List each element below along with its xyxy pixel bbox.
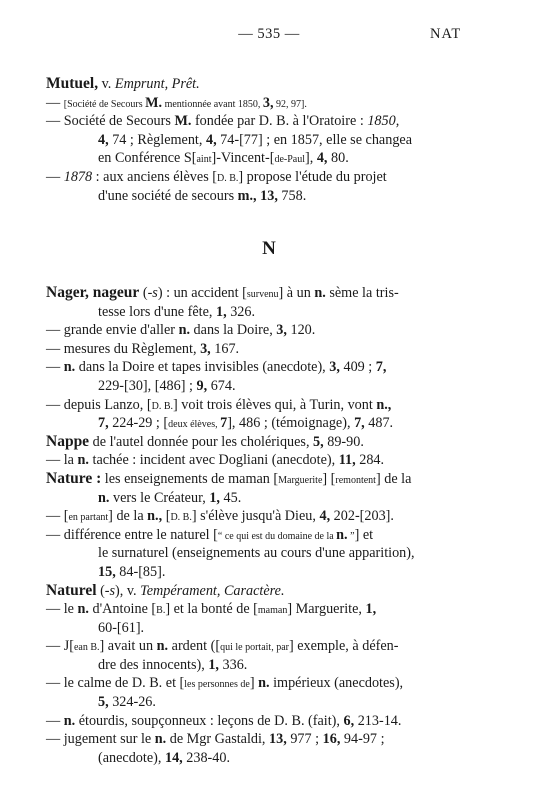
index-line xyxy=(46,377,486,396)
text-run: fondée par D. B. à l'Oratoire : xyxy=(191,113,368,130)
text-run: 1, xyxy=(216,303,227,320)
text-run: — le calme de D. B. et [ xyxy=(46,675,185,692)
text-run: v. xyxy=(98,76,115,92)
text-run: -s xyxy=(104,582,116,599)
text-run: Tempérament, Caractère. xyxy=(140,582,285,599)
text-run: M. xyxy=(174,113,192,130)
text-run: ] à un xyxy=(278,285,315,301)
index-line xyxy=(46,544,486,563)
index-line xyxy=(46,507,486,526)
text-run: ( xyxy=(139,285,148,301)
text-run: n., xyxy=(147,508,163,525)
text-run: 3, xyxy=(262,94,274,111)
index-line xyxy=(46,656,486,675)
index-line xyxy=(46,712,486,731)
index-line xyxy=(46,730,486,749)
section-letter: N xyxy=(262,238,276,259)
index-line xyxy=(46,75,486,94)
text-run: n. xyxy=(178,322,190,339)
text-run: 92, xyxy=(273,98,292,110)
text-run: ], 486 ; (témoignage), xyxy=(227,415,355,432)
text-run: 45. xyxy=(219,489,242,506)
text-run: 4, xyxy=(205,131,217,148)
text-run: 14, xyxy=(164,749,183,766)
page-number: — 535 — xyxy=(238,26,300,42)
text-run: ] Marguerite, xyxy=(287,601,366,618)
text-run: : aux anciens élèves [ xyxy=(92,168,217,185)
text-run: 326. xyxy=(226,303,256,320)
text-run: 80. xyxy=(327,150,349,167)
text-run: les enseignements de maman [ xyxy=(101,470,279,487)
index-line xyxy=(46,321,486,340)
text-run: d'une société de secours xyxy=(98,187,238,204)
index-line xyxy=(46,358,486,377)
text-run: 1, xyxy=(365,601,377,618)
text-run: qui le portait, par xyxy=(220,642,289,654)
index-line xyxy=(46,112,486,131)
index-line xyxy=(46,526,486,545)
index-line xyxy=(46,168,486,187)
text-run: de l'autel donnée pour les cholériques, xyxy=(89,433,314,450)
running-head: NAT xyxy=(430,26,462,42)
text-run: Nager, nageur xyxy=(46,284,140,301)
index-line xyxy=(46,433,486,452)
text-run: tesse lors d'une fête, xyxy=(98,303,216,320)
text-run: sème la tris- xyxy=(325,285,399,301)
text-run: 202-[203]. xyxy=(330,508,394,525)
text-run: 74-[77] ; en 1857, elle se changea xyxy=(216,131,413,148)
text-run: 7 xyxy=(220,415,228,432)
index-line xyxy=(46,187,486,206)
text-run: 15, xyxy=(98,563,116,580)
text-run: impérieux (anecdotes), xyxy=(269,675,404,692)
text-run: 89-90. xyxy=(323,433,364,450)
text-run: ]-Vincent-[ xyxy=(211,150,275,167)
text-run: deux élèves, xyxy=(168,419,221,431)
text-run: [Société de Secours xyxy=(63,98,146,110)
text-run: ] de la xyxy=(375,470,412,487)
text-run: M. xyxy=(145,94,163,111)
entries-n xyxy=(46,284,486,767)
text-run: n. xyxy=(336,526,348,543)
text-run: 1850, xyxy=(367,113,400,130)
text-run: 3, xyxy=(276,322,287,339)
text-run: étourdis, soupçonneux : leçons de D. B. (fait), xyxy=(75,712,344,729)
text-run: maman xyxy=(257,605,288,617)
text-run: 5, xyxy=(313,433,324,450)
text-run: les personnes de xyxy=(184,679,250,691)
text-run: — grande envie d'aller xyxy=(46,322,179,339)
text-run: 224-29 ; [ xyxy=(108,415,169,432)
text-run: 84-[85]. xyxy=(115,563,166,580)
index-line xyxy=(46,451,486,470)
index-line xyxy=(46,284,486,303)
text-run: — différence entre le naturel [ xyxy=(46,526,218,543)
text-run: — jugement sur le xyxy=(46,731,155,748)
text-run: 167. xyxy=(210,340,240,357)
text-run: — [ xyxy=(46,508,69,525)
text-run: 213-14. xyxy=(354,712,402,729)
index-line xyxy=(46,637,486,656)
text-run: — xyxy=(46,359,64,376)
text-run: n. xyxy=(98,489,110,506)
index-line xyxy=(46,489,486,508)
text-run: dre des innocents), xyxy=(98,656,209,673)
index-line xyxy=(46,619,486,638)
text-run: 5, xyxy=(98,694,109,711)
text-run: (anecdote), xyxy=(98,749,165,766)
text-run: B. xyxy=(156,605,166,617)
text-run: 6, xyxy=(343,712,355,729)
text-run: 13, xyxy=(260,187,278,204)
text-run: 11, xyxy=(338,452,356,469)
text-run: 4, xyxy=(316,150,328,167)
index-line xyxy=(46,414,486,433)
index-line xyxy=(46,340,486,359)
text-run: ] s'élève jusqu'à Dieu, xyxy=(191,508,320,525)
text-run: 16, xyxy=(322,731,341,748)
text-run: 4, xyxy=(98,131,109,148)
index-line xyxy=(46,149,486,168)
index-line xyxy=(46,470,486,489)
text-run: Mutuel, xyxy=(46,75,99,92)
text-run: — xyxy=(46,94,64,111)
text-run: 13, xyxy=(269,731,287,748)
text-run: ] [ xyxy=(322,470,336,487)
text-run: 409 ; xyxy=(339,359,376,376)
text-run: survenu xyxy=(246,289,279,300)
text-run: — xyxy=(46,168,64,185)
text-run: 674. xyxy=(207,377,236,394)
text-run: ]. xyxy=(301,98,307,110)
text-run: — Société de Secours xyxy=(46,113,175,130)
text-run: 1, xyxy=(208,656,219,673)
text-run: 487. xyxy=(364,415,394,432)
text-run: dans la Doire, xyxy=(190,322,277,339)
text-run: ( xyxy=(96,582,105,599)
entries-mutuel xyxy=(46,75,486,205)
text-run: ardent ([ xyxy=(168,638,221,655)
text-run: 336. xyxy=(218,656,248,673)
index-line xyxy=(46,94,486,113)
text-run: 4, xyxy=(319,508,331,525)
text-run: m., xyxy=(237,187,257,204)
text-run: 7, xyxy=(375,359,387,376)
text-run: 758. xyxy=(277,187,307,204)
text-run: ], xyxy=(305,150,317,167)
text-run: en Conférence S[ xyxy=(98,150,197,167)
text-run: dans la Doire et tapes invisibles (anecdote), xyxy=(75,359,330,376)
text-run: 3, xyxy=(200,340,211,357)
text-run: 7, xyxy=(98,415,109,432)
text-run: D. B. xyxy=(216,172,239,184)
text-run: n. xyxy=(314,285,326,301)
text-run: ] voit trois élèves qui, à Turin, vont xyxy=(173,396,377,413)
text-run: ) : un accident [ xyxy=(157,285,247,301)
text-run: 1, xyxy=(209,489,220,506)
text-run: n. xyxy=(77,452,89,469)
text-run: n. xyxy=(258,675,270,692)
index-line xyxy=(46,582,486,601)
text-run: 97 xyxy=(291,98,302,110)
text-run: 229-[30], [486] ; xyxy=(98,377,197,394)
text-run: ean B. xyxy=(73,642,100,654)
text-run: n. xyxy=(156,638,169,655)
text-run: 324-26. xyxy=(108,694,156,711)
text-run: ] et la bonté de [ xyxy=(165,601,258,618)
text-run: “ ce qui est du domaine de la xyxy=(217,530,337,542)
text-run: Nappe xyxy=(46,432,90,450)
text-run: ] de la xyxy=(108,508,148,525)
text-run: — mesures du Règlement, xyxy=(46,340,201,357)
text-run: 1878 xyxy=(63,168,93,185)
text-run: Emprunt, Prêt. xyxy=(114,76,200,92)
text-run: ] propose l'étude du projet xyxy=(238,168,387,185)
text-run: remontent xyxy=(335,474,376,486)
text-run: 120. xyxy=(286,322,316,339)
text-run: 9, xyxy=(196,377,208,394)
text-run: ] et xyxy=(354,526,374,543)
text-run: — le xyxy=(46,601,78,618)
index-line xyxy=(46,600,486,619)
text-run: Nature : xyxy=(46,469,102,487)
text-run: n. xyxy=(77,601,89,618)
text-run: vers le Créateur, xyxy=(109,489,210,506)
text-run: n. xyxy=(63,359,76,376)
text-run: de-Paul xyxy=(274,154,305,166)
index-line xyxy=(46,749,486,768)
text-run: [ xyxy=(162,508,171,525)
text-run: n. xyxy=(63,712,76,729)
text-run: n. xyxy=(154,731,167,748)
index-line xyxy=(46,303,486,322)
text-run: — xyxy=(46,712,64,729)
text-run: 74 ; Règlement, xyxy=(108,131,206,148)
text-run: Naturel xyxy=(46,581,97,599)
text-run: — depuis Lanzo, [ xyxy=(46,396,152,413)
text-run: ] avait un xyxy=(99,638,157,655)
text-run: Marguerite xyxy=(278,474,323,486)
text-run: ), v. xyxy=(115,582,141,599)
text-run: -s xyxy=(147,285,158,301)
text-run: 94-97 ; xyxy=(340,731,385,748)
index-line xyxy=(46,396,486,415)
index-line xyxy=(46,563,486,582)
text-run: aint xyxy=(196,154,212,166)
text-run: tachée : incident avec Dogliani (anecdote), xyxy=(88,452,339,469)
text-run: d'Antoine [ xyxy=(88,601,157,618)
text-run: 7, xyxy=(354,415,365,432)
text-run: ” xyxy=(347,530,355,542)
text-run: 3, xyxy=(329,359,340,376)
text-run: de Mgr Gastaldi, xyxy=(166,731,270,748)
index-line xyxy=(46,131,486,150)
text-run: D. B. xyxy=(151,400,173,412)
text-run: en partant xyxy=(68,512,109,524)
text-run: ] xyxy=(249,675,259,692)
text-run: 238-40. xyxy=(182,749,230,766)
text-run: ] exemple, à défen- xyxy=(288,638,399,655)
text-run: 284. xyxy=(355,452,385,469)
text-run: 60-[61]. xyxy=(98,619,145,636)
text-run: n., xyxy=(376,396,392,413)
text-run: D. B. xyxy=(170,512,192,524)
text-run: mentionnée avant 1850, xyxy=(162,98,263,110)
text-run: — la xyxy=(46,452,78,469)
index-line xyxy=(46,693,486,712)
text-run: 977 ; xyxy=(286,731,323,748)
text-run: le surnaturel (enseignements au cours d'une apparition), xyxy=(98,545,415,562)
text-run: — J[ xyxy=(46,638,74,655)
index-line xyxy=(46,674,486,693)
